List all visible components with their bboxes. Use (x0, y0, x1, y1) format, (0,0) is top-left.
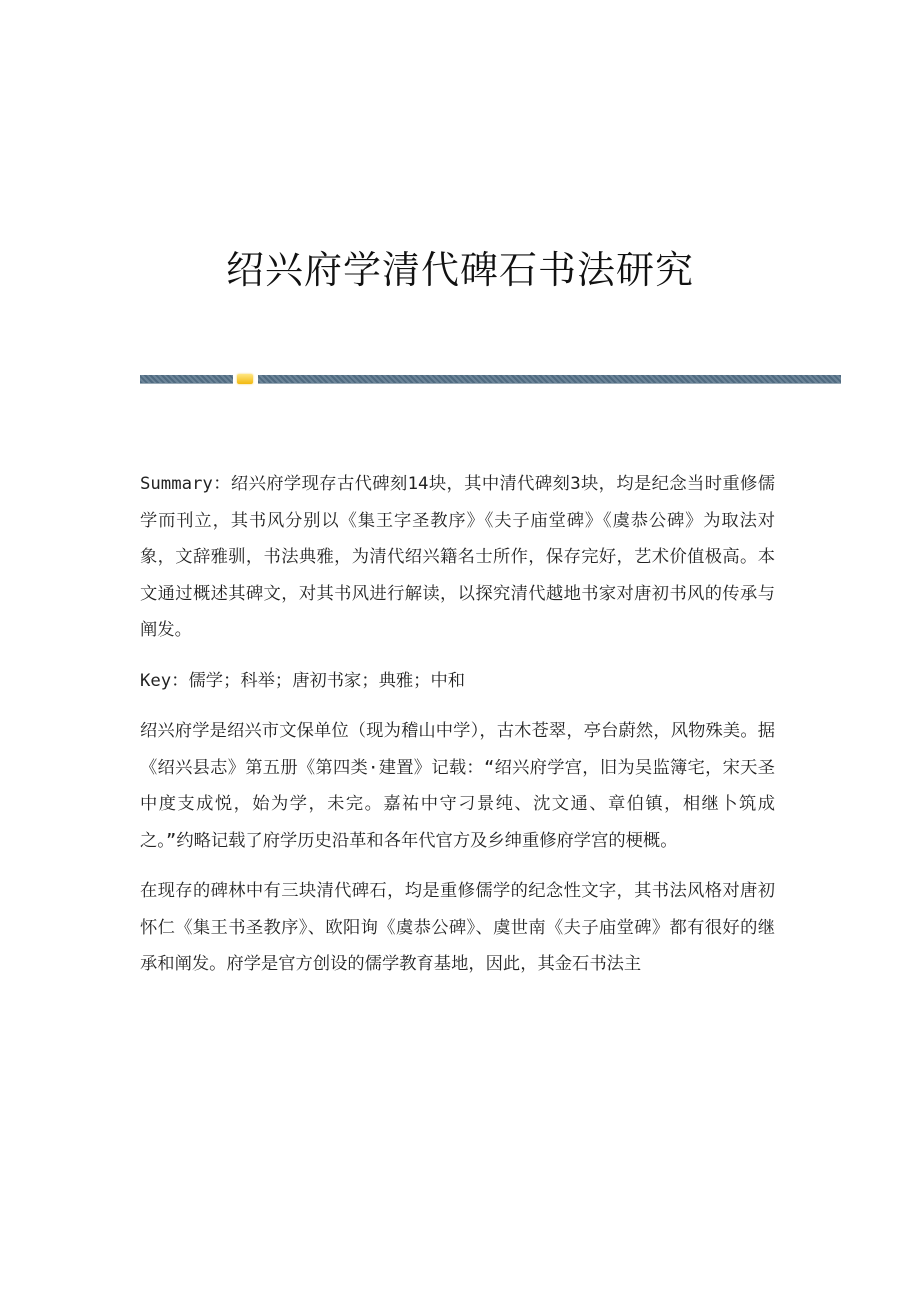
summary-text: 绍兴府学现存古代碑刻14块，其中清代碑刻3块，均是纪念当时重修儒学而刊立，其书风分别以《集王字圣教序》《夫子庙堂碑》《虞恭公碑》为取法对象，文辞雅驯，书法典雅，为清代绍兴籍名士所作，保存完好，艺术价值极高。本文通过概述其碑文，对其书风进行解读，以探究清代越地书家对唐初书风的传承与阐发。 (140, 474, 775, 640)
document-title: 绍兴府学清代碑石书法研究 (225, 248, 694, 293)
keywords-label: Key： (140, 670, 189, 691)
document-body (140, 466, 775, 997)
summary-paragraph (140, 466, 775, 649)
body-paragraph: 在现存的碑林中有三块清代碑石，均是重修儒学的纪念性文字，其书法风格对唐初怀仁《集王书圣教序》、欧阳询《虞恭公碑》、虞世南《夫子庙堂碑》都有很好的继承和阐发。府学是官方创设的儒学教育基地，因此，其金石书法主 (140, 881, 775, 974)
keywords-text: 儒学；科举；唐初书家；典雅；中和 (188, 670, 466, 691)
title-divider (140, 374, 841, 384)
keywords-paragraph (140, 663, 775, 700)
gold-ingot-icon (237, 374, 253, 384)
divider-bar-left (140, 375, 233, 383)
summary-label: Summary： (140, 474, 231, 494)
divider-bar-right (258, 375, 841, 383)
body-paragraph: 绍兴府学是绍兴市文保单位（现为稽山中学），古木苍翠，亭台蔚然，风物殊美。据《绍兴县志》第五册《第四类·建置》记载：“绍兴府学宫，旧为吴监簿宅，宋天圣中度支成悦，始为学，未完。嘉祐中守刁景纯、沈文通、章伯镇，相继卜筑成之。”约略记载了府学历史沿革和各年代官方及乡绅重修府学宫的梗概。 (140, 721, 775, 851)
